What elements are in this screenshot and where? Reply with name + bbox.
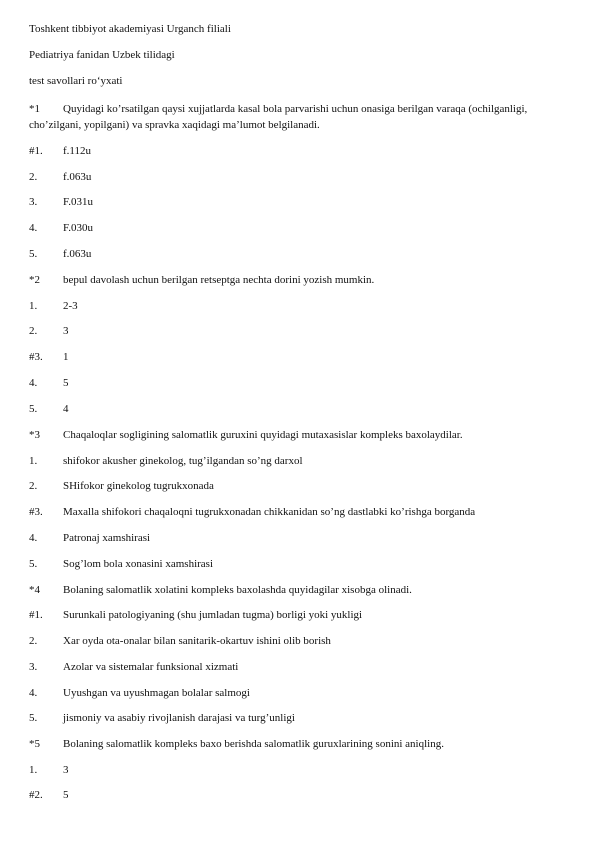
option-marker: 2. xyxy=(29,325,38,337)
option-marker: 5. xyxy=(29,558,38,570)
question-marker: *1 xyxy=(29,103,40,115)
header-list-title: test savollari ro‘yxati xyxy=(29,75,123,87)
option-text: 3 xyxy=(63,325,69,337)
header-institution: Toshkent tibbiyot akademiyasi Urganch filiali xyxy=(29,23,231,35)
option-marker: #2. xyxy=(29,789,43,801)
question-1 xyxy=(29,101,569,133)
option-text: Uyushgan va uyushmagan bolalar salmogi xyxy=(63,687,250,699)
option-marker: 1. xyxy=(29,300,38,312)
option-text: f.063u xyxy=(63,171,92,183)
option-text: 4 xyxy=(63,403,69,415)
option-text: shifokor akusher ginekolog, tug’ilgandan so’ng darxol xyxy=(63,455,303,467)
option-marker: 2. xyxy=(29,480,38,492)
option-marker: #1. xyxy=(29,609,43,621)
option-marker: 5. xyxy=(29,403,38,415)
option-text: Maxalla shifokori chaqaloqni tugrukxonadan chikkanidan so’ng dastlabki ko’rishga borganda xyxy=(63,506,476,518)
option-text: 5 xyxy=(63,377,69,389)
option-marker: 1. xyxy=(29,455,38,467)
option-text: f.063u xyxy=(63,248,92,260)
option-text: 1 xyxy=(63,351,69,363)
question-marker: *2 xyxy=(29,274,40,286)
option-marker: 4. xyxy=(29,377,38,389)
option-marker: 4. xyxy=(29,687,38,699)
option-text: F.030u xyxy=(63,222,93,234)
option-text: SHifokor ginekolog tugrukxonada xyxy=(63,480,214,492)
question-text: Bolaning salomatlik kompleks baxo berishda salomatlik guruxlarining sonini aniqling. xyxy=(63,738,444,750)
option-marker: 4. xyxy=(29,532,38,544)
option-text: Xar oyda ota-onalar bilan sanitarik-okartuv ishini olib borish xyxy=(63,635,331,647)
option-text: Azolar va sistemalar funksional xizmati xyxy=(63,661,239,673)
option-text: F.031u xyxy=(63,196,93,208)
question-text: Chaqaloqlar sogligining salomatlik guruxini quyidagi mutaxasislar kompleks baxolaydilar. xyxy=(63,429,463,441)
option-marker: 2. xyxy=(29,635,38,647)
option-marker: 5. xyxy=(29,712,38,724)
option-text: f.112u xyxy=(63,145,92,157)
header-subject: Pediatriya fanidan Uzbek tilidagi xyxy=(29,49,175,61)
question-text: Quyidagi ko’rsatilgan qaysi xujjatlarda kasal bola parvarishi uchun onasiga berilgan varaqa (ochilganligi, cho’zilgani, yopilgani) va spravka xaqidagi ma’lumot belgilanadi. xyxy=(29,103,528,131)
question-text: Bolaning salomatlik xolatini kompleks baxolashda quyidagilar xisobga olinadi. xyxy=(63,584,412,596)
option-text: 2-3 xyxy=(63,300,78,312)
option-marker: #3. xyxy=(29,351,43,363)
option-marker: 2. xyxy=(29,171,38,183)
option-text: 3 xyxy=(63,764,69,776)
option-text: Sog’lom bola xonasini xamshirasi xyxy=(63,558,214,570)
option-marker: 5. xyxy=(29,248,38,260)
option-marker: #3. xyxy=(29,506,43,518)
option-marker: 3. xyxy=(29,196,38,208)
question-marker: *4 xyxy=(29,584,40,596)
question-marker: *3 xyxy=(29,429,40,441)
option-text: Surunkali patologiyaning (shu jumladan tugma) borligi yoki yukligi xyxy=(63,609,363,621)
option-marker: 3. xyxy=(29,661,38,673)
option-marker: 4. xyxy=(29,222,38,234)
option-text: 5 xyxy=(63,789,69,801)
option-marker: #1. xyxy=(29,145,43,157)
option-text: jismoniy va asabiy rivojlanish darajasi va turg’unligi xyxy=(63,712,295,724)
option-marker: 1. xyxy=(29,764,38,776)
question-marker: *5 xyxy=(29,738,40,750)
question-text: bepul davolash uchun berilgan retseptga nechta dorini yozish mumkin. xyxy=(63,274,375,286)
option-text: Patronaj xamshirasi xyxy=(63,532,151,544)
